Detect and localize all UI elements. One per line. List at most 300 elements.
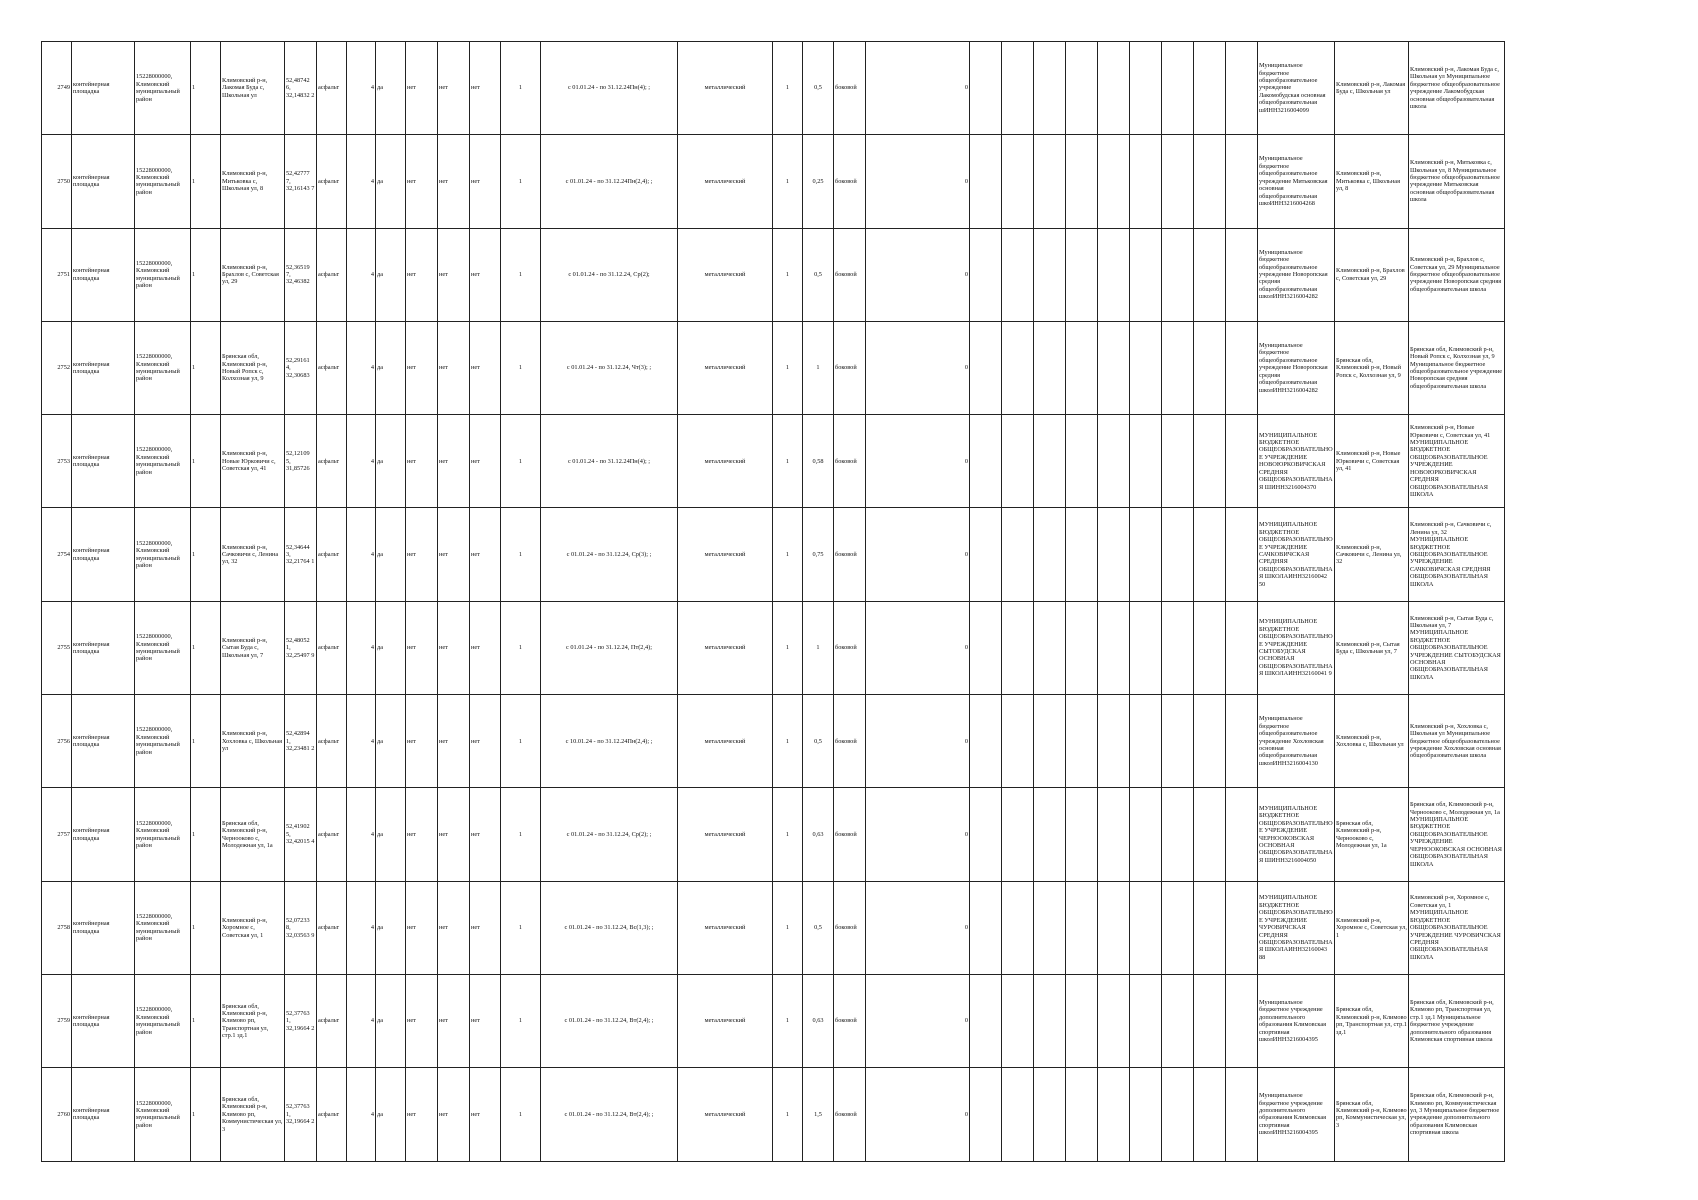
empty-cell bbox=[1226, 1068, 1258, 1161]
empty-cell bbox=[1034, 135, 1066, 228]
site-address: Брянская обл, Климовский р-н, Новый Ропск с, Колхозная ул, 9 bbox=[221, 321, 285, 414]
collection-schedule: с 01.01.24 - по 31.12.24, Ср(2); bbox=[541, 228, 678, 321]
container-material: металлический bbox=[678, 1068, 773, 1161]
owner-name: Муниципальное бюджетное общеобразовательное учреждение Хохловская основная общеобразовательная школИНН3216004130 bbox=[1258, 695, 1335, 788]
area-value: 4 bbox=[347, 508, 376, 601]
fenced-value: да bbox=[376, 601, 406, 694]
lighting-value: нет bbox=[438, 974, 470, 1067]
loading-type: боковой bbox=[834, 228, 866, 321]
owner-address: Брянская обл, Климовский р-н, Климово рп, Транспортная ул, стр.1 зд.1 bbox=[1335, 974, 1409, 1067]
site-coordinates: 52,42894 1, 32,23481 2 bbox=[285, 695, 317, 788]
empty-cell bbox=[1098, 974, 1130, 1067]
empty-cell bbox=[970, 321, 1002, 414]
empty-cell bbox=[1162, 788, 1194, 881]
fenced-value: да bbox=[376, 228, 406, 321]
empty-cell bbox=[970, 415, 1002, 508]
table-row bbox=[42, 135, 1505, 228]
empty-cell bbox=[1034, 321, 1066, 414]
empty-cell bbox=[1002, 135, 1034, 228]
empty-cell bbox=[1194, 135, 1226, 228]
empty-cell bbox=[1002, 321, 1034, 414]
owner-address: Брянская обл, Климовский р-н, Чернооково с, Молодежная ул, 1а bbox=[1335, 788, 1409, 881]
container-qty: 1 bbox=[773, 788, 803, 881]
container-material: металлический bbox=[678, 695, 773, 788]
site-address: Климовский р-н, Сытая Буда с, Школьная ул, 7 bbox=[221, 601, 285, 694]
loading-type: боковой bbox=[834, 695, 866, 788]
flag-cell: 1 bbox=[191, 601, 221, 694]
row-number: 2755 bbox=[42, 601, 72, 694]
empty-cell bbox=[1066, 415, 1098, 508]
container-qty: 1 bbox=[773, 695, 803, 788]
flag-cell: 1 bbox=[191, 508, 221, 601]
roof-value: нет bbox=[406, 228, 438, 321]
waste-source: Климовский р-н, Митьковка с, Школьная ул, 8 Муниципальное бюджетное общеобразовательное учреждение Митьковская основная общеобразовательная школа bbox=[1409, 135, 1505, 228]
empty-cell bbox=[1098, 42, 1130, 135]
flag-cell: 1 bbox=[191, 228, 221, 321]
site-type: контейнерная площадка bbox=[72, 788, 135, 881]
empty-cell bbox=[1066, 135, 1098, 228]
row-number: 2754 bbox=[42, 508, 72, 601]
container-volume: 0,58 bbox=[803, 415, 834, 508]
row-number: 2759 bbox=[42, 974, 72, 1067]
owner-name: Муниципальное бюджетное общеобразовательное учреждение Новоропская средняя общеобразовательная школИНН3216004282 bbox=[1258, 228, 1335, 321]
container-volume: 0,63 bbox=[803, 974, 834, 1067]
lighting-value: нет bbox=[438, 135, 470, 228]
oktmo-district: 15228000000, Климовский муниципальный район bbox=[135, 135, 191, 228]
empty-cell bbox=[970, 228, 1002, 321]
site-coordinates: 52,37763 1, 32,19664 2 bbox=[285, 1068, 317, 1161]
empty-cell bbox=[970, 974, 1002, 1067]
oktmo-district: 15228000000, Климовский муниципальный район bbox=[135, 601, 191, 694]
waste-source: Климовский р-н, Лакомая Буда с, Школьная ул Муниципальное бюджетное общеобразовательное учреждение Лакомобудская основная общеобразовательная школа bbox=[1409, 42, 1505, 135]
empty-cell bbox=[1066, 974, 1098, 1067]
waste-source: Климовский р-н, Новые Юрковичи с, Советская ул, 41 МУНИЦИПАЛЬНОЕ БЮДЖЕТНОЕ ОБЩЕОБРАЗОВАТЕЛЬНОЕ УЧРЕЖДЕНИЕ НОВОЮРКОВИЧСКАЯ СРЕДНЯЯ ОБЩЕОБРАЗОВАТЕЛЬНАЯ ШКОЛА bbox=[1409, 415, 1505, 508]
empty-cell bbox=[1098, 321, 1130, 414]
empty-cell bbox=[970, 788, 1002, 881]
empty-cell bbox=[1194, 42, 1226, 135]
fenced-value: да bbox=[376, 974, 406, 1067]
container-count: 1 bbox=[501, 42, 541, 135]
zero-value: 0 bbox=[866, 881, 970, 974]
container-material: металлический bbox=[678, 881, 773, 974]
container-material: металлический bbox=[678, 228, 773, 321]
surface-type: асфальт bbox=[317, 135, 347, 228]
site-coordinates: 52,36519 7, 32,46382 bbox=[285, 228, 317, 321]
container-count: 1 bbox=[501, 788, 541, 881]
access-value: нет bbox=[470, 601, 501, 694]
empty-cell bbox=[1098, 508, 1130, 601]
container-material: металлический bbox=[678, 974, 773, 1067]
empty-cell bbox=[1034, 415, 1066, 508]
collection-schedule: с 10.01.24 - по 31.12.24Пн(2,4); ; bbox=[541, 695, 678, 788]
fenced-value: да bbox=[376, 1068, 406, 1161]
container-volume: 1 bbox=[803, 321, 834, 414]
empty-cell bbox=[1162, 135, 1194, 228]
empty-cell bbox=[1034, 788, 1066, 881]
container-volume: 0,5 bbox=[803, 42, 834, 135]
empty-cell bbox=[1034, 601, 1066, 694]
area-value: 4 bbox=[347, 415, 376, 508]
empty-cell bbox=[1226, 601, 1258, 694]
site-coordinates: 52,48742 6, 32,14832 2 bbox=[285, 42, 317, 135]
site-address: Климовский р-н, Лакомая Буда с, Школьная ул bbox=[221, 42, 285, 135]
empty-cell bbox=[1226, 881, 1258, 974]
roof-value: нет bbox=[406, 42, 438, 135]
access-value: нет bbox=[470, 42, 501, 135]
site-address: Брянская обл, Климовский р-н, Чернооково с, Молодежная ул, 1а bbox=[221, 788, 285, 881]
collection-schedule: с 01.01.24 - по 31.12.24, Вс(1,3); ; bbox=[541, 881, 678, 974]
empty-cell bbox=[1194, 601, 1226, 694]
empty-cell bbox=[1194, 881, 1226, 974]
zero-value: 0 bbox=[866, 788, 970, 881]
container-material: металлический bbox=[678, 788, 773, 881]
empty-cell bbox=[970, 42, 1002, 135]
flag-cell: 1 bbox=[191, 788, 221, 881]
empty-cell bbox=[1098, 415, 1130, 508]
zero-value: 0 bbox=[866, 974, 970, 1067]
empty-cell bbox=[1162, 321, 1194, 414]
empty-cell bbox=[1066, 42, 1098, 135]
collection-schedule: с 01.01.24 - по 31.12.24Пн(4); ; bbox=[541, 415, 678, 508]
empty-cell bbox=[1194, 695, 1226, 788]
area-value: 4 bbox=[347, 42, 376, 135]
waste-source: Брянская обл, Климовский р-н, Климово рп, Коммунистическая ул, 3 Муниципальное бюджетное учреждение дополнительного образования Климовская спортивная школа bbox=[1409, 1068, 1505, 1161]
empty-cell bbox=[970, 508, 1002, 601]
empty-cell bbox=[1002, 508, 1034, 601]
table-row bbox=[42, 788, 1505, 881]
empty-cell bbox=[970, 601, 1002, 694]
waste-source: Климовский р-н, Хохловка с, Школьная ул Муниципальное бюджетное общеобразовательное учреждение Хохловская основная общеобразовательная школа bbox=[1409, 695, 1505, 788]
empty-cell bbox=[1034, 228, 1066, 321]
empty-cell bbox=[1130, 695, 1162, 788]
empty-cell bbox=[970, 135, 1002, 228]
site-address: Климовский р-н, Брахлов с, Советская ул, 29 bbox=[221, 228, 285, 321]
container-qty: 1 bbox=[773, 508, 803, 601]
waste-source: Брянская обл, Климовский р-н, Климово рп, Транспортная ул, стр.1 зд.1 Муниципальное бюджетное учреждение дополнительного образования Климовская спортивная школа bbox=[1409, 974, 1505, 1067]
empty-cell bbox=[1034, 881, 1066, 974]
container-qty: 1 bbox=[773, 228, 803, 321]
zero-value: 0 bbox=[866, 601, 970, 694]
zero-value: 0 bbox=[866, 321, 970, 414]
waste-source: Климовский р-н, Сачковичи с, Ленина ул, 32 МУНИЦИПАЛЬНОЕ БЮДЖЕТНОЕ ОБЩЕОБРАЗОВАТЕЛЬНОЕ УЧРЕЖДЕНИЕ САЧКОВИЧСКАЯ СРЕДНЯЯ ОБЩЕОБРАЗОВАТЕЛЬНАЯ ШКОЛА bbox=[1409, 508, 1505, 601]
container-count: 1 bbox=[501, 974, 541, 1067]
loading-type: боковой bbox=[834, 788, 866, 881]
loading-type: боковой bbox=[834, 508, 866, 601]
waste-source: Климовский р-н, Сытая Буда с, Школьная ул, 7 МУНИЦИПАЛЬНОЕ БЮДЖЕТНОЕ ОБЩЕОБРАЗОВАТЕЛЬНОЕ УЧРЕЖДЕНИЕ СЫТОБУДСКАЯ ОСНОВНАЯ ОБЩЕОБРАЗОВАТЕЛЬНАЯ ШКОЛА bbox=[1409, 601, 1505, 694]
owner-name: Муниципальное бюджетное общеобразовательное учреждение Лакомобудская основная общеобразовательная шИНН3216004099 bbox=[1258, 42, 1335, 135]
access-value: нет bbox=[470, 321, 501, 414]
table-row bbox=[42, 974, 1505, 1067]
loading-type: боковой bbox=[834, 415, 866, 508]
lighting-value: нет bbox=[438, 695, 470, 788]
oktmo-district: 15228000000, Климовский муниципальный район bbox=[135, 788, 191, 881]
empty-cell bbox=[1066, 881, 1098, 974]
access-value: нет bbox=[470, 228, 501, 321]
area-value: 4 bbox=[347, 695, 376, 788]
empty-cell bbox=[1226, 42, 1258, 135]
oktmo-district: 15228000000, Климовский муниципальный район bbox=[135, 42, 191, 135]
flag-cell: 1 bbox=[191, 415, 221, 508]
empty-cell bbox=[1162, 508, 1194, 601]
empty-cell bbox=[1130, 135, 1162, 228]
loading-type: боковой bbox=[834, 42, 866, 135]
site-address: Климовский р-н, Хохловка с, Школьная ул bbox=[221, 695, 285, 788]
collection-schedule: с 01.01.24 - по 31.12.24, Вт(2,4); ; bbox=[541, 1068, 678, 1161]
owner-name: Муниципальное бюджетное учреждение дополнительного образования Климовская спортивная школИНН3216004395 bbox=[1258, 974, 1335, 1067]
table-row bbox=[42, 601, 1505, 694]
empty-cell bbox=[1066, 788, 1098, 881]
empty-cell bbox=[1066, 508, 1098, 601]
empty-cell bbox=[1066, 1068, 1098, 1161]
area-value: 4 bbox=[347, 788, 376, 881]
surface-type: асфальт bbox=[317, 601, 347, 694]
empty-cell bbox=[1226, 974, 1258, 1067]
container-qty: 1 bbox=[773, 601, 803, 694]
roof-value: нет bbox=[406, 1068, 438, 1161]
empty-cell bbox=[1194, 321, 1226, 414]
zero-value: 0 bbox=[866, 1068, 970, 1161]
empty-cell bbox=[1130, 974, 1162, 1067]
flag-cell: 1 bbox=[191, 695, 221, 788]
container-volume: 0,5 bbox=[803, 228, 834, 321]
fenced-value: да bbox=[376, 135, 406, 228]
flag-cell: 1 bbox=[191, 1068, 221, 1161]
empty-cell bbox=[1194, 228, 1226, 321]
site-type: контейнерная площадка bbox=[72, 228, 135, 321]
fenced-value: да bbox=[376, 42, 406, 135]
lighting-value: нет bbox=[438, 1068, 470, 1161]
site-type: контейнерная площадка bbox=[72, 321, 135, 414]
owner-name: МУНИЦИПАЛЬНОЕ БЮДЖЕТНОЕ ОБЩЕОБРАЗОВАТЕЛЬНОЕ УЧРЕЖДЕНИЕ СЫТОБУДСКАЯ ОСНОВНАЯ ОБЩЕОБРАЗОВАТЕЛЬНАЯ ШКОЛАИНН32160041 9 bbox=[1258, 601, 1335, 694]
area-value: 4 bbox=[347, 1068, 376, 1161]
oktmo-district: 15228000000, Климовский муниципальный район bbox=[135, 695, 191, 788]
site-type: контейнерная площадка bbox=[72, 601, 135, 694]
waste-source: Брянская обл, Климовский р-н, Чернооково с, Молодежная ул, 1а МУНИЦИПАЛЬНОЕ БЮДЖЕТНОЕ ОБЩЕОБРАЗОВАТЕЛЬНОЕ УЧРЕЖДЕНИЕ ЧЕРНООКОВСКАЯ ОСНОВНАЯ ОБЩЕОБРАЗОВАТЕЛЬНАЯ ШКОЛА bbox=[1409, 788, 1505, 881]
oktmo-district: 15228000000, Климовский муниципальный район bbox=[135, 1068, 191, 1161]
zero-value: 0 bbox=[866, 508, 970, 601]
empty-cell bbox=[1130, 601, 1162, 694]
empty-cell bbox=[1066, 321, 1098, 414]
roof-value: нет bbox=[406, 695, 438, 788]
oktmo-district: 15228000000, Климовский муниципальный район bbox=[135, 321, 191, 414]
owner-name: МУНИЦИПАЛЬНОЕ БЮДЖЕТНОЕ ОБЩЕОБРАЗОВАТЕЛЬНОЕ УЧРЕЖДЕНИЕ ЧУРОВИЧСКАЯ СРЕДНЯЯ ОБЩЕОБРАЗОВАТЕЛЬНАЯ ШКОЛАИНН32160043 88 bbox=[1258, 881, 1335, 974]
roof-value: нет bbox=[406, 321, 438, 414]
roof-value: нет bbox=[406, 508, 438, 601]
container-volume: 0,5 bbox=[803, 881, 834, 974]
loading-type: боковой bbox=[834, 135, 866, 228]
site-coordinates: 52,42777 7, 32,16143 7 bbox=[285, 135, 317, 228]
roof-value: нет bbox=[406, 788, 438, 881]
site-coordinates: 52,07233 8, 32,03563 9 bbox=[285, 881, 317, 974]
container-qty: 1 bbox=[773, 42, 803, 135]
flag-cell: 1 bbox=[191, 321, 221, 414]
row-number: 2756 bbox=[42, 695, 72, 788]
empty-cell bbox=[1098, 228, 1130, 321]
surface-type: асфальт bbox=[317, 974, 347, 1067]
empty-cell bbox=[1162, 695, 1194, 788]
collection-schedule: с 01.01.24 - по 31.12.24, Ср(2); ; bbox=[541, 788, 678, 881]
site-coordinates: 52,37763 1, 32,19664 2 bbox=[285, 974, 317, 1067]
surface-type: асфальт bbox=[317, 788, 347, 881]
empty-cell bbox=[1194, 415, 1226, 508]
site-type: контейнерная площадка bbox=[72, 974, 135, 1067]
owner-address: Климовский р-н, Хохловка с, Школьная ул bbox=[1335, 695, 1409, 788]
empty-cell bbox=[1130, 508, 1162, 601]
row-number: 2757 bbox=[42, 788, 72, 881]
row-number: 2750 bbox=[42, 135, 72, 228]
container-volume: 0,63 bbox=[803, 788, 834, 881]
loading-type: боковой bbox=[834, 881, 866, 974]
empty-cell bbox=[1130, 42, 1162, 135]
container-qty: 1 bbox=[773, 881, 803, 974]
waste-source: Климовский р-н, Брахлов с, Советская ул, 29 Муниципальное бюджетное общеобразовательное учреждение Новоропская средняя общеобразовательная школа bbox=[1409, 228, 1505, 321]
access-value: нет bbox=[470, 1068, 501, 1161]
empty-cell bbox=[1226, 788, 1258, 881]
row-number: 2752 bbox=[42, 321, 72, 414]
container-qty: 1 bbox=[773, 135, 803, 228]
empty-cell bbox=[1226, 135, 1258, 228]
container-count: 1 bbox=[501, 321, 541, 414]
empty-cell bbox=[1098, 695, 1130, 788]
roof-value: нет bbox=[406, 135, 438, 228]
oktmo-district: 15228000000, Климовский муниципальный район bbox=[135, 974, 191, 1067]
site-coordinates: 52,34644 3, 32,21764 1 bbox=[285, 508, 317, 601]
container-count: 1 bbox=[501, 1068, 541, 1161]
empty-cell bbox=[1002, 1068, 1034, 1161]
empty-cell bbox=[1034, 508, 1066, 601]
empty-cell bbox=[970, 881, 1002, 974]
empty-cell bbox=[1034, 1068, 1066, 1161]
table-row bbox=[42, 228, 1505, 321]
container-sites-register-table bbox=[41, 41, 1505, 1162]
owner-address: Климовский р-н, Лакомая Буда с, Школьная ул bbox=[1335, 42, 1409, 135]
site-address: Брянская обл, Климовский р-н, Климово рп, Коммунистическая ул, 3 bbox=[221, 1068, 285, 1161]
flag-cell: 1 bbox=[191, 135, 221, 228]
fenced-value: да bbox=[376, 321, 406, 414]
owner-name: Муниципальное бюджетное учреждение дополнительного образования Климовская спортивная школИНН3216004395 bbox=[1258, 1068, 1335, 1161]
roof-value: нет bbox=[406, 974, 438, 1067]
container-qty: 1 bbox=[773, 1068, 803, 1161]
empty-cell bbox=[1162, 601, 1194, 694]
container-material: металлический bbox=[678, 135, 773, 228]
loading-type: боковой bbox=[834, 974, 866, 1067]
access-value: нет bbox=[470, 881, 501, 974]
container-volume: 0,25 bbox=[803, 135, 834, 228]
container-material: металлический bbox=[678, 508, 773, 601]
collection-schedule: с 01.01.24 - по 31.12.24, Ср(3); ; bbox=[541, 508, 678, 601]
empty-cell bbox=[1002, 788, 1034, 881]
empty-cell bbox=[1226, 415, 1258, 508]
collection-schedule: с 01.01.24 - по 31.12.24, Пт(2,4); bbox=[541, 601, 678, 694]
surface-type: асфальт bbox=[317, 321, 347, 414]
owner-address: Климовский р-н, Сытая Буда с, Школьная ул, 7 bbox=[1335, 601, 1409, 694]
zero-value: 0 bbox=[866, 42, 970, 135]
empty-cell bbox=[1194, 508, 1226, 601]
empty-cell bbox=[1002, 974, 1034, 1067]
empty-cell bbox=[1194, 1068, 1226, 1161]
zero-value: 0 bbox=[866, 135, 970, 228]
row-number: 2758 bbox=[42, 881, 72, 974]
site-coordinates: 52,41902 5, 32,42015 4 bbox=[285, 788, 317, 881]
area-value: 4 bbox=[347, 321, 376, 414]
empty-cell bbox=[1162, 1068, 1194, 1161]
empty-cell bbox=[1002, 881, 1034, 974]
lighting-value: нет bbox=[438, 228, 470, 321]
owner-address: Климовский р-н, Новые Юрковичи с, Советская ул, 41 bbox=[1335, 415, 1409, 508]
container-count: 1 bbox=[501, 135, 541, 228]
site-coordinates: 52,48052 1, 32,25497 9 bbox=[285, 601, 317, 694]
area-value: 4 bbox=[347, 135, 376, 228]
empty-cell bbox=[1162, 974, 1194, 1067]
fenced-value: да bbox=[376, 695, 406, 788]
site-address: Климовский р-н, Сачковичи с, Ленина ул, 32 bbox=[221, 508, 285, 601]
table-row bbox=[42, 508, 1505, 601]
owner-address: Климовский р-н, Хоромное с, Советская ул, 1 bbox=[1335, 881, 1409, 974]
empty-cell bbox=[1034, 42, 1066, 135]
empty-cell bbox=[1098, 881, 1130, 974]
container-volume: 0,5 bbox=[803, 695, 834, 788]
empty-cell bbox=[1066, 695, 1098, 788]
container-material: металлический bbox=[678, 321, 773, 414]
zero-value: 0 bbox=[866, 228, 970, 321]
access-value: нет bbox=[470, 695, 501, 788]
collection-schedule: с 01.01.24 - по 31.12.24Пн(2,4); ; bbox=[541, 135, 678, 228]
empty-cell bbox=[1194, 974, 1226, 1067]
lighting-value: нет bbox=[438, 321, 470, 414]
empty-cell bbox=[1162, 415, 1194, 508]
empty-cell bbox=[1194, 788, 1226, 881]
surface-type: асфальт bbox=[317, 228, 347, 321]
container-qty: 1 bbox=[773, 321, 803, 414]
owner-name: Муниципальное бюджетное общеобразовательное учреждение Митьковская основная общеобразовательная шкоИНН3216004268 bbox=[1258, 135, 1335, 228]
lighting-value: нет bbox=[438, 508, 470, 601]
owner-address: Брянская обл, Климовский р-н, Климово рп, Коммунистическая ул, 3 bbox=[1335, 1068, 1409, 1161]
empty-cell bbox=[1130, 228, 1162, 321]
lighting-value: нет bbox=[438, 881, 470, 974]
flag-cell: 1 bbox=[191, 974, 221, 1067]
flag-cell: 1 bbox=[191, 881, 221, 974]
empty-cell bbox=[1098, 601, 1130, 694]
access-value: нет bbox=[470, 788, 501, 881]
access-value: нет bbox=[470, 508, 501, 601]
table-row bbox=[42, 42, 1505, 135]
area-value: 4 bbox=[347, 228, 376, 321]
container-count: 1 bbox=[501, 508, 541, 601]
oktmo-district: 15228000000, Климовский муниципальный район bbox=[135, 228, 191, 321]
row-number: 2751 bbox=[42, 228, 72, 321]
site-address: Климовский р-н, Новые Юрковичи с, Советская ул, 41 bbox=[221, 415, 285, 508]
container-count: 1 bbox=[501, 695, 541, 788]
empty-cell bbox=[970, 1068, 1002, 1161]
container-count: 1 bbox=[501, 415, 541, 508]
empty-cell bbox=[1226, 228, 1258, 321]
container-volume: 1 bbox=[803, 601, 834, 694]
empty-cell bbox=[1066, 601, 1098, 694]
container-count: 1 bbox=[501, 601, 541, 694]
fenced-value: да bbox=[376, 508, 406, 601]
owner-address: Климовский р-н, Митьковка с, Школьная ул, 8 bbox=[1335, 135, 1409, 228]
surface-type: асфальт bbox=[317, 415, 347, 508]
owner-address: Брянская обл, Климовский р-н, Новый Ропск с, Колхозная ул, 9 bbox=[1335, 321, 1409, 414]
flag-cell: 1 bbox=[191, 42, 221, 135]
site-type: контейнерная площадка bbox=[72, 508, 135, 601]
owner-name: МУНИЦИПАЛЬНОЕ БЮДЖЕТНОЕ ОБЩЕОБРАЗОВАТЕЛЬНОЕ УЧРЕЖДЕНИЕ НОВОЮРКОВИЧСКАЯ СРЕДНЯЯ ОБЩЕОБРАЗОВАТЕЛЬНАЯ ШИНН3216004370 bbox=[1258, 415, 1335, 508]
empty-cell bbox=[1130, 788, 1162, 881]
container-qty: 1 bbox=[773, 974, 803, 1067]
empty-cell bbox=[1226, 695, 1258, 788]
roof-value: нет bbox=[406, 415, 438, 508]
empty-cell bbox=[1162, 881, 1194, 974]
